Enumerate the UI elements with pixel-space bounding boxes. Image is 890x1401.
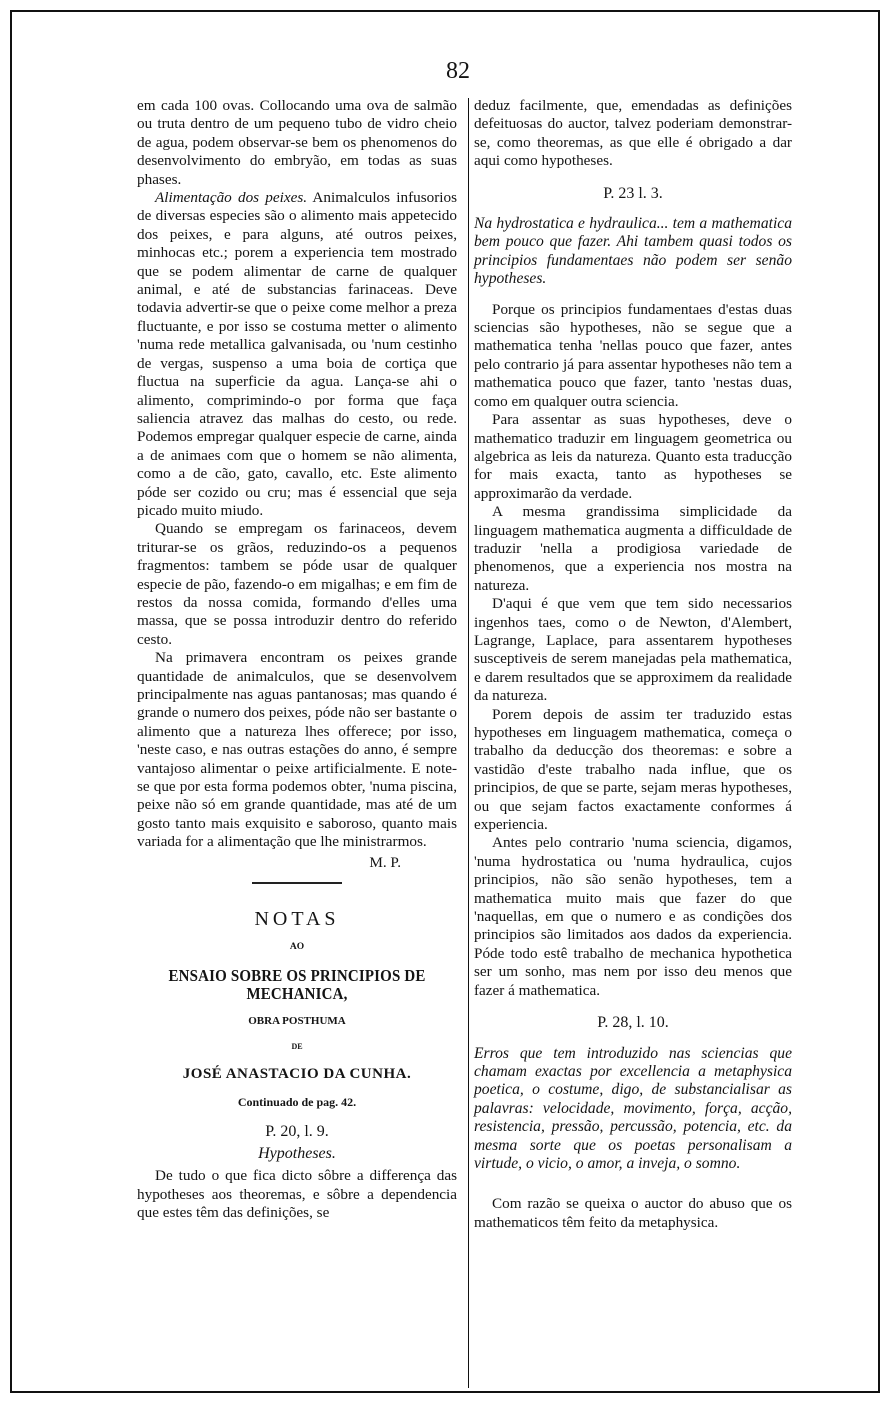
paragraph: D'aqui é que vem que tem sido necessarios ingenhos taes, como o de Newton, d'Alembert, Lagrange, Laplace, para assentarem hypotheses susceptiveis de serem manejadas pela mathematica, e darem resultados que se approximem da realidade da natureza. — [474, 595, 792, 705]
paragraph: Na primavera encontram os peixes grande quantidade de animalculos, que se desenvolvem principalmente nas aguas pantanosas; mas quando é grande o numero dos peixes, póde não ser bastante o alimento que a natureza lhes offerece; por isso, 'neste caso, e nas outras estações do anno, é sempre vantajoso alimentar o peixe artificialmente. E note-se que por esta forma podemos obter, 'numa piscina, peixe não só em grande quantidade, mas até de um gosto tanto mais exquisito e saboroso, quanto mais variada for a alimentação que lhe ministrarmos. — [137, 649, 457, 851]
quoted-passage: Erros que tem introduzido nas sciencias que chamam exactas por excellencia a metaphysica poetica, o costume, digo, de substancialisar as palavras: velocidade, movimento, força, acção, resistencia, pressão, percussão, potencia, etc. da mesma sorte que os poetas personalisam a virtude, o vicio, o amor, a inveja, o somno. — [474, 1044, 792, 1172]
right-column — [474, 97, 792, 1232]
notas-heading: NOTAS — [254, 908, 340, 931]
paragraph-feeding — [137, 189, 457, 520]
page-number: 82 — [446, 58, 470, 84]
notas-de: DE — [291, 1042, 303, 1052]
paragraph: Porem depois de assim ter traduzido estas hypotheses em linguagem mathematica, começa o trabalho da deducção dos theoremas: e sobre a vastidão d'este trabalho nada influe, que os principios, de que se parte, sejam meras hypotheses, ou que sejam factos exactamente conformes á experiencia. — [474, 705, 792, 834]
paragraph: Porque os principios fundamentaes d'estas duas sciencias são hypotheses, não se segue que a mathematica tenha 'nellas pouco que fazer, antes pelo contrario já para assentar hypotheses não tem a mathematica pouco que fazer, tanto 'nestas duas, como em qualquer outra sciencia. — [474, 300, 792, 410]
paragraph: A mesma grandissima simplicidade da linguagem mathematica augmenta a difficuldade de traduzir 'nella a prodigiosa variedade de phenomenos, que a experiencia nos mostra na natureza. — [474, 503, 792, 594]
reference-heading: P. 23 l. 3. — [603, 184, 663, 202]
paragraph: Com razão se queixa o auctor do abuso que os mathematicos têm feito da metaphysica. — [474, 1195, 792, 1231]
notas-ao: AO — [289, 942, 305, 953]
author-signature: M. P. — [369, 853, 401, 871]
section-divider — [252, 882, 342, 884]
left-column — [137, 97, 457, 1222]
paragraph: Para assentar as suas hypotheses, deve o mathematico traduzir em linguagem geometrica ou algebrica as leis da natureza. Quanto esta traducção for mais exacta, tanto as hypotheses se approximarão da verdade. — [474, 411, 792, 502]
paragraph-body: Animalculos infusorios de diversas especies são o alimento mais appetecido dos peixes, e para alguns, até outros peixes, minhocas etc.; porem a experiencia tem mostrado que se podem alimentar de carne de qualquer animal, e até de substancias farinaceas. Deve todavia advertir-se que o peixe come melhor a preza fluctuante, e por isso se costuma metter o alimento 'numa rede metallica galvanisada, ou 'num cestinho de vergas, suspenso a uma boia de cortiça que fluctua na superficie da agua. Lança-se ahi o alimento, comprimindo-o por forma que faça saliencia atravez das malhas do cesto, ou rede. Podemos empregar qualquer especie de carne, ainda a de animaes com que o homem se não alimenta, como a de cão, gato, cavallo, etc. Este alimento póde ser cozido ou cru; mas é essencial que seja picado muito miudo. — [137, 189, 458, 519]
reference-heading: P. 28, l. 10. — [597, 1014, 669, 1032]
essay-title: ENSAIO SOBRE OS PRINCIPIOS DE MECHANICA, — [168, 965, 426, 1004]
author-name: JOSÉ ANASTACIO DA CUNHA. — [182, 1065, 412, 1082]
section-title: Alimentação dos peixes. — [155, 189, 308, 207]
continued-note: Continuado de pag. 42. — [237, 1094, 357, 1109]
paragraph: deduz facilmente, que, emendadas as definições defeituosas do auctor, talvez poderiam demonstrar-se, como theoremas, as que elle é obrigado a dar aqui como hypotheses. — [474, 97, 792, 170]
paragraph: Antes pelo contrario 'numa sciencia, digamos, 'numa hydrostatica ou 'numa hydraulica, cujos principios, não são senão hypotheses, tem a mathematica muito mais que fazer do que 'naquellas, em que o numero e as condições dos principios são limitados aos dados da experiencia. Póde todo estê trabalho de mechanica hypothetica ser um sonho, mas nem por isso deu menos que fazer á mathematica. — [474, 834, 792, 999]
reference-heading: P. 20, l. 9. — [265, 1123, 329, 1141]
paragraph: De tudo o que fica dicto sôbre a differença das hypotheses aos theoremas, e sôbre a dependencia que estes têm das definições, se — [137, 1167, 457, 1221]
column-rule — [468, 98, 469, 1388]
hypotheses-subheading: Hypotheses. — [258, 1144, 336, 1162]
paragraph: em cada 100 ovas. Collocando uma ova de salmão ou truta dentro de um pequeno tubo de vidro cheio de agua, podem observar-se bem os phenomenos do desenvolvimento do embryão, em todas as suas phases. — [137, 97, 457, 188]
paragraph: Quando se empregam os farinaceos, devem triturar-se os grãos, reduzindo-os a pequenos fragmentos: tambem se póde usar de qualquer especie de pão, fazendo-o em migalhas; e em fim de restos da nossa comida, formando d'elles uma massa, que se possa introduzir dentro do referido cesto. — [137, 520, 457, 648]
quoted-passage: Na hydrostatica e hydraulica... tem a mathematica bem pouco que fazer. Ahi tambem quasi todos os principios fundamentaes não podem ser senão hypotheses. — [474, 215, 792, 288]
posthumous-work-label: OBRA POSTHUMA — [248, 1014, 346, 1027]
